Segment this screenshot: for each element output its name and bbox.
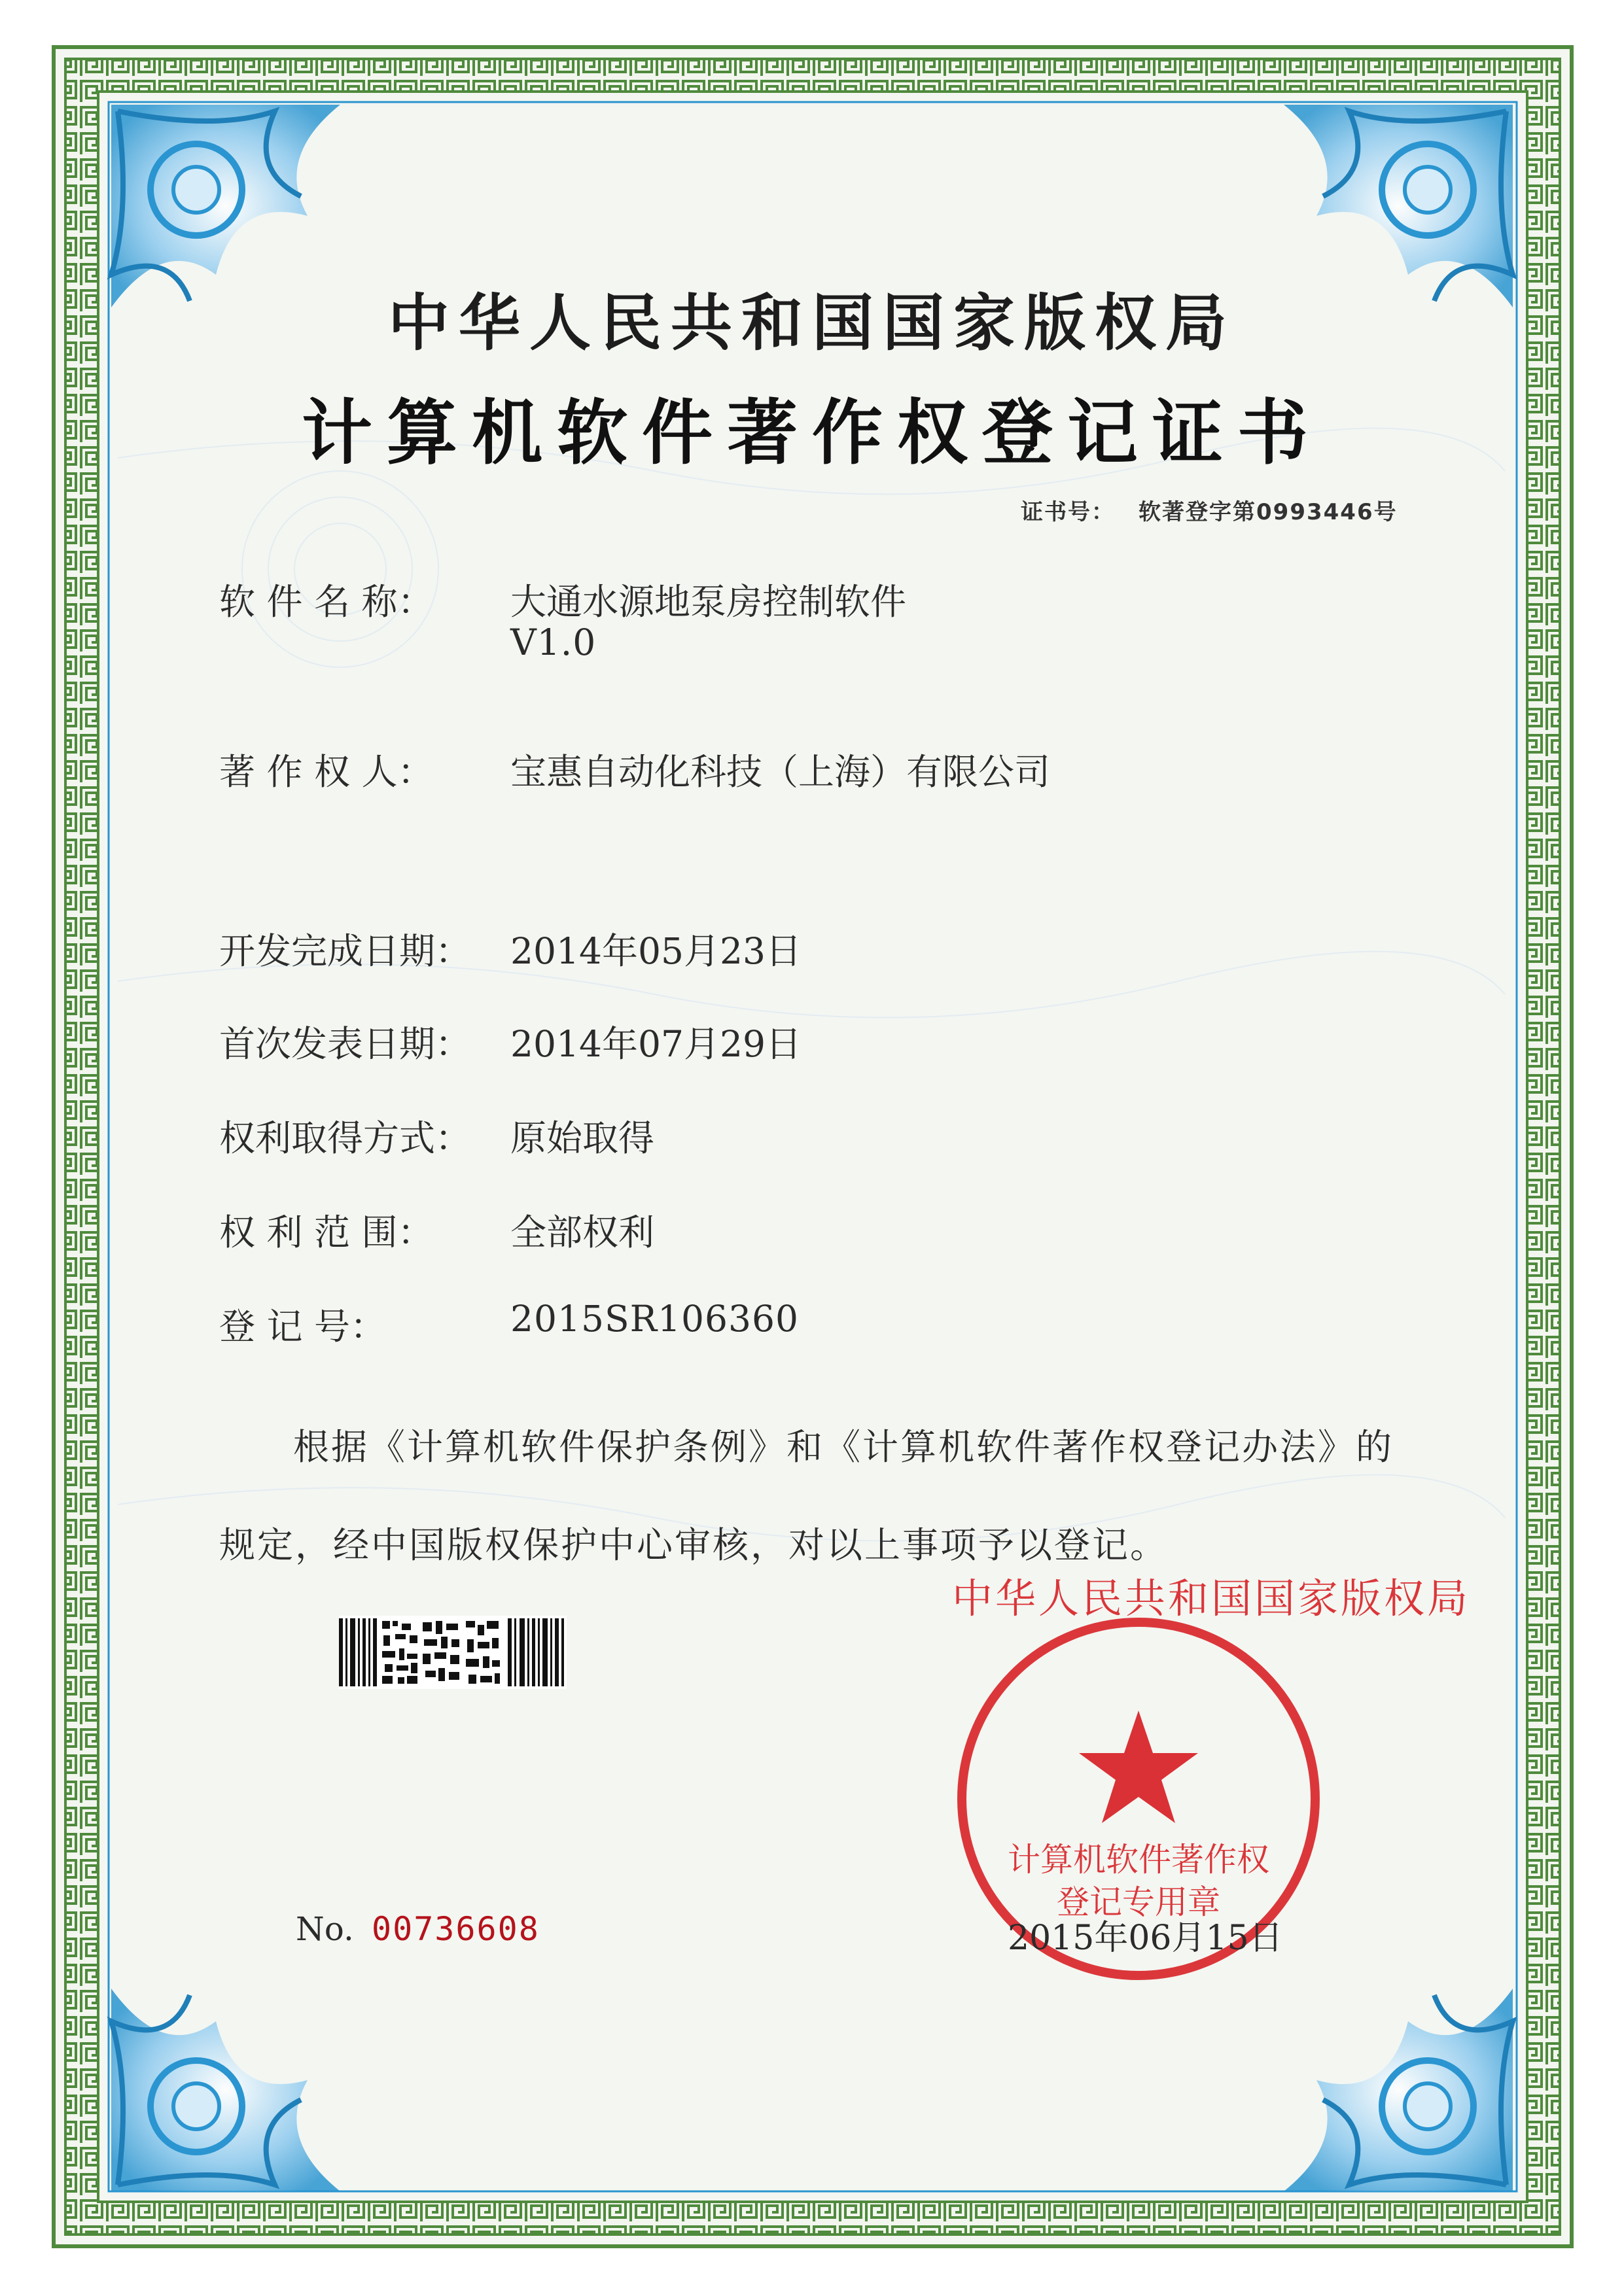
statement-line-1: 根据《计算机软件保护条例》和《计算机软件著作权登记办法》的 [293,1426,1394,1468]
certificate-title: 计算机软件著作权登记证书 [301,392,1322,474]
issue-date: 2015年06月15日 [1008,1919,1283,1958]
first-publication-date-value: 2014年07月29日 [510,1023,802,1065]
seal-arc-text: 中华人民共和国国家版权局 [952,1574,1471,1622]
copyright-owner-label: 著 作 权 人： [219,751,434,793]
seal-star-icon [1079,1711,1198,1823]
first-publication-date-label: 首次发表日期： [219,1023,472,1065]
acquisition-method-label: 权利取得方式： [219,1117,472,1159]
software-name-value: 大通水源地泵房控制软件 [510,581,907,623]
rights-scope-label: 权 利 范 围： [219,1211,434,1253]
corner-ornament-bottom-left [111,1989,340,2191]
acquisition-method-value: 原始取得 [510,1117,655,1159]
corner-ornament-bottom-right [1284,1989,1513,2191]
seal-line-2: 登记专用章 [1057,1883,1220,1921]
certificate-number-value: 软著登字第0993446号 [1139,499,1398,525]
development-date-value: 2014年05月23日 [510,930,802,972]
issuing-authority: 中华人民共和国国家版权局 [387,288,1236,359]
serial-number-value: 00736608 [372,1910,540,1948]
software-name-label: 软 件 名 称： [219,581,434,623]
rights-scope-value: 全部权利 [510,1211,655,1253]
serial-number-label: No. [296,1910,354,1948]
development-date-label: 开发完成日期： [219,930,472,972]
barcode [339,1616,567,1689]
seal-line-1: 计算机软件著作权 [1008,1841,1269,1879]
statement-line-2: 规定，经中国版权保护中心审核，对以上事项予以登记。 [219,1524,1169,1566]
software-version-value: V1.0 [510,621,597,663]
certificate-number-label: 证书号： [1021,499,1115,525]
registration-number-label: 登 记 号： [219,1306,386,1348]
registration-number-value: 2015SR106360 [510,1298,800,1340]
copyright-owner-value: 宝惠自动化科技（上海）有限公司 [510,751,1051,793]
certificate-number [1021,494,1398,526]
